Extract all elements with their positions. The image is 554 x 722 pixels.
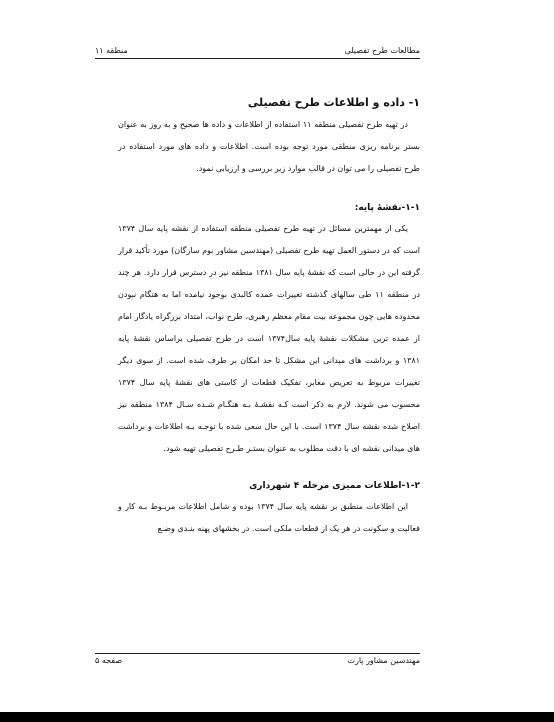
spacer [118,180,420,198]
section-paragraph-data: در تهیه طرح تفصیلی منطقه ۱۱ استفاده از اطلاعات و داده ها صحیح و به روز به عنوان بستر برنامه ریزی منطقی مورد توجه بوده است. اطلاعات و داده های مورد استفاده در طرح تفصیلی را می توان در قالب موارد زیر بررسی و ارزیابی نمود. [118,120,420,173]
scan-edge-bar [0,712,554,722]
section-heading-audit-info: ۱-۲-اطلاعات ممیزی مرحله ۴ شهرداری [249,481,420,491]
section-paragraph-base-map: یکی از مهمترین مسائل در تهیه طرح تفصیلی منطقه استفاده از نقشه پایه سال ۱۳۷۴ است که در دستور العمل تهیه طرح تفصیلی (مهندسین مشاور بوم سازگان) مورد تأکید قرار گرفته این در حالی است که نقشهٔ پایه سال ۱۳۸۱ منطقه نیز در دسترس قرار دارد. هر چند در منطقه ۱۱ طی سالهای گذشته تغییرات عمده کالبدی بوجود نیامده اما به هنگام نبودن محدوده هایی چون مجموعه بیت مقام معظم رهبری، طرح نواب، امتداد بزرگراه یادگار امام از عمده ترین مشکلات نقشهٔ پایه سال۱۳۷۴ است در طرح تفصیلی براساس نقشهٔ پایه ۱۳۸۱ و برداشت های میدانی این مشکل تا حد امکان بر طرف شده است. از سوی دیگر تغییرات مربوط به تعریض معابر، تفکیک قطعات از کاستی های نقشهٔ پایه سال ۱۳۷۴ محسوب می شوند. لازم به ذکر است کـه نقشـهٔ بـه هنگـام شـده سـال ۱۳۸۴ منطقه نیز اصلاح شده نقشه سال ۱۳۷۴ است. با این حال سعی شده با توجـه بـه اطلاعات و برداشت های میدانی نقشه ای با دقت مطلوب به عنوان بستـر طـرح تفصیلی تهیه شود. [118,224,420,453]
header-divider [95,58,420,59]
header-region: منطقه ۱۱ [95,46,128,55]
page-header [95,38,420,54]
spacer [118,460,420,476]
section-heading-data: ۱- داده و اطلاعات طرح تفصیلی [247,96,420,109]
footer-consultant: مهندسین مشاور پارت [347,656,420,665]
section-heading-base-map: ۱-۱-نقشهٔ پایه: [354,203,420,213]
page-content [118,92,420,540]
section-paragraph-audit-info: این اطلاعات منطبق بر نقشه پایه سال ۱۳۷۴ بوده و شامل اطلاعات مربـوط بـه کار و فعالیت و سکونت در هر یک از قطعات ملکی است. در بخشهای پهنه بنـدی وضـع [118,502,420,533]
footer-divider [95,653,420,654]
header-title: مطالعات طرح تفصیلی [344,46,420,55]
page-number: صفحه ۵ [95,656,123,665]
